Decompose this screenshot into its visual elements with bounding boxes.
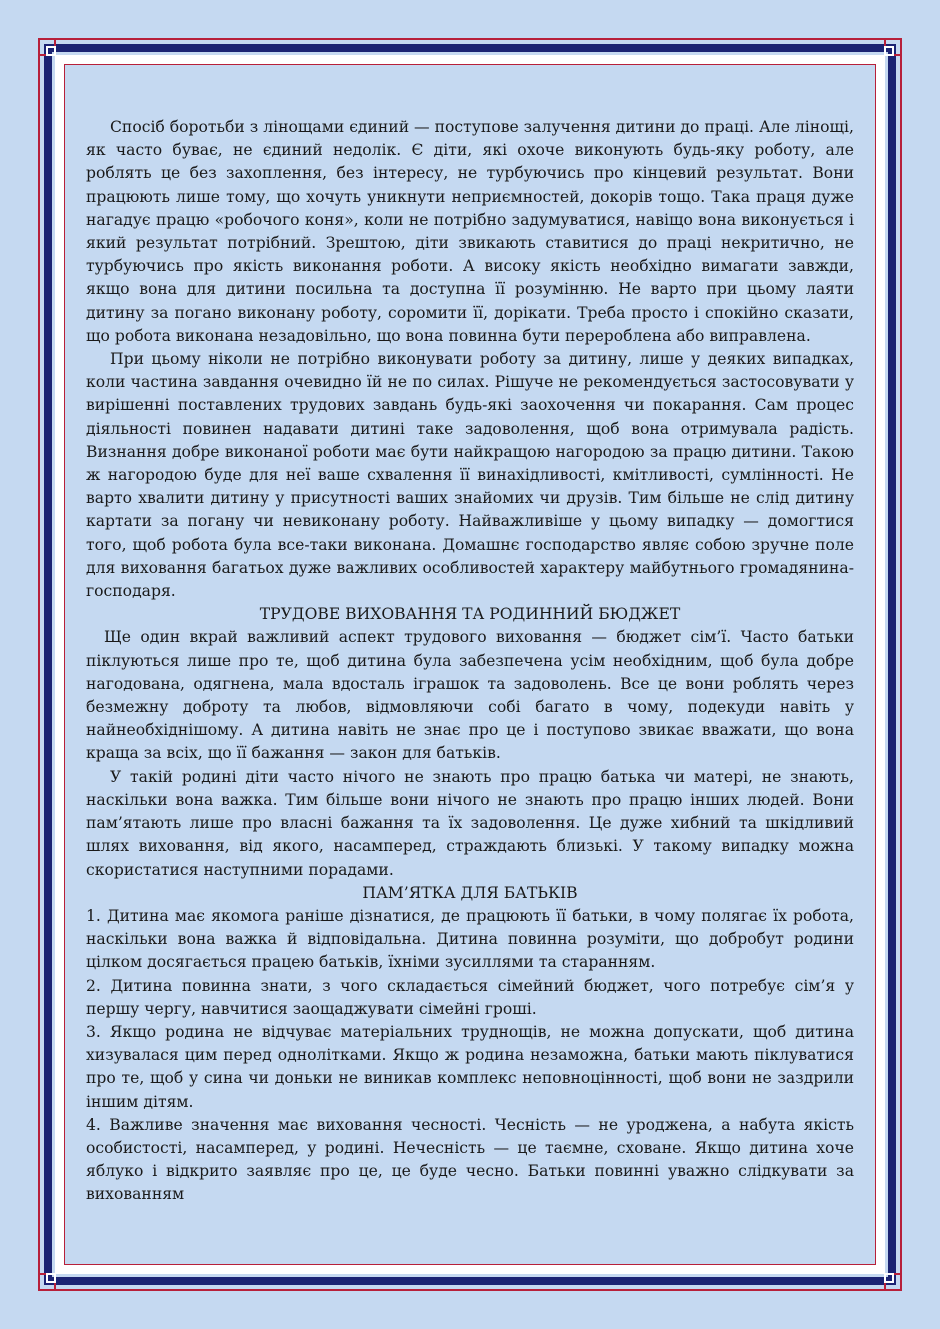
paragraph: У такій родині діти часто нічого не знають про працю батька чи матері, не знають, наскільки вона важка. Тим більше вони нічого не знають про працю інших людей. Вони пам’ятають лише про власні бажання та їх задоволення. Це дуже хибний та шкідливий шлях виховання, від якого, насамперед, страждають близькі. У такому випадку можна скористатися наступними порадами. (86, 767, 854, 879)
corner-ornament-inner (884, 1273, 894, 1283)
corner-ornament-inner (46, 1273, 56, 1283)
section-heading: ТРУДОВЕ ВИХОВАННЯ ТА РОДИННИЙ БЮДЖЕТ (259, 605, 681, 624)
section-heading: ПАМ’ЯТКА ДЛЯ БАТЬКІВ (362, 883, 578, 902)
document-body (86, 116, 854, 1207)
memo-item: 3. Якщо родина не відчуває матеріальних труднощів, не можна допускати, щоб дитина хизувалася цим перед однолітками. Якщо ж родина незаможна, батьки мають піклуватися про те, щоб у сина чи доньки не виникав комплекс неповноцінності, щоб вони не заздрили іншим дітям. (86, 1022, 854, 1111)
corner-ornament-inner (46, 46, 56, 56)
memo-item: 4. Важливе значення має виховання чесності. Чесність — не уроджена, а набута якість особистості, насамперед, у родині. Нечесність — це таємне, сховане. Якщо дитина хоче яблуко і відкрито заявляє про це, це буде чесно. Батьки повинні уважно слідкувати за вихованням (86, 1115, 854, 1204)
paragraph: При цьому ніколи не потрібно виконувати роботу за дитину, лише у деяких випадках, коли частина завдання очевидно їй не по силах. Рішуче не рекомендується застосовувати у вирішенні поставлених трудових завдань будь-які заохочення чи покарання. Сам процес діяльності повинен надавати дитині таке задоволення, щоб вона отримувала радість. Визнання добре виконаної роботи має бути найкращою нагородою за працю дитини. Такою ж нагородою буде для неї ваше схвалення її винахідливості, кмітливості, сумлінності. Не варто хвалити дитину у присутності ваших знайомих чи друзів. Тим більше не слід дитину картати за погану чи невиконану роботу. Найважливіше у цьому випадку — домогтися того, щоб робота була все-таки виконана. Домашнє господарство являє собою зручне поле для виховання багатьох дуже важливих особливостей характеру майбутнього громадянина-господаря. (86, 350, 854, 601)
paragraph: Ще один вкрай важливий аспект трудового виховання — бюджет сім’ї. Часто батьки піклуються лише про те, щоб дитина була забезпечена усім необхідним, щоб була добре нагодована, одягнена, мала вдосталь іграшок та задоволень. Все це вони роблять через безмежну доброту та любов, відмовляючи собі багато в чому, подекуди навіть у найнеобхіднішому. А дитина навіть не знає про це і поступово звикає вважати, що вона краща за всіх, що її бажання — закон для батьків. (86, 628, 854, 763)
memo-item: 2. Дитина повинна знати, з чого складається сімейний бюджет, чого потребує сім’я у першу чергу, навчитися заощаджувати сімейні гроші. (86, 976, 854, 1018)
paragraph: Спосіб боротьби з лінощами єдиний — поступове залучення дитини до праці. Але лінощі, як часто буває, не єдиний недолік. Є діти, які охоче виконують будь-яку роботу, але роблять це без захоплення, без інтересу, не турбуючись про кінцевий результат. Вони працюють лише тому, що хочуть уникнути неприємностей, докорів тощо. Така праця дуже нагадує працю «робочого коня», коли не потрібно задумуватися, навіщо вона виконується і який результат потрібний. Зрештою, діти звикають ставитися до праці некритично, не турбуючись про якість виконання роботи. А високу якість необхідно вимагати завжди, якщо вона для дитини посильна та доступна її розумінню. Не варто при цьому лаяти дитину за погано виконану роботу, соромити її, дорікати. Треба просто і спокійно сказати, що робота виконана незадовільно, що вона повинна бути перероблена або виправлена. (86, 118, 854, 345)
memo-item: 1. Дитина має якомога раніше дізнатися, де працюють її батьки, в чому полягає їх робота, наскільки вона важка й відповідальна. Дитина повинна розуміти, що добробут родини цілком досягається працею батьків, їхніми зусиллями та старанням. (86, 906, 854, 972)
corner-ornament-inner (884, 46, 894, 56)
